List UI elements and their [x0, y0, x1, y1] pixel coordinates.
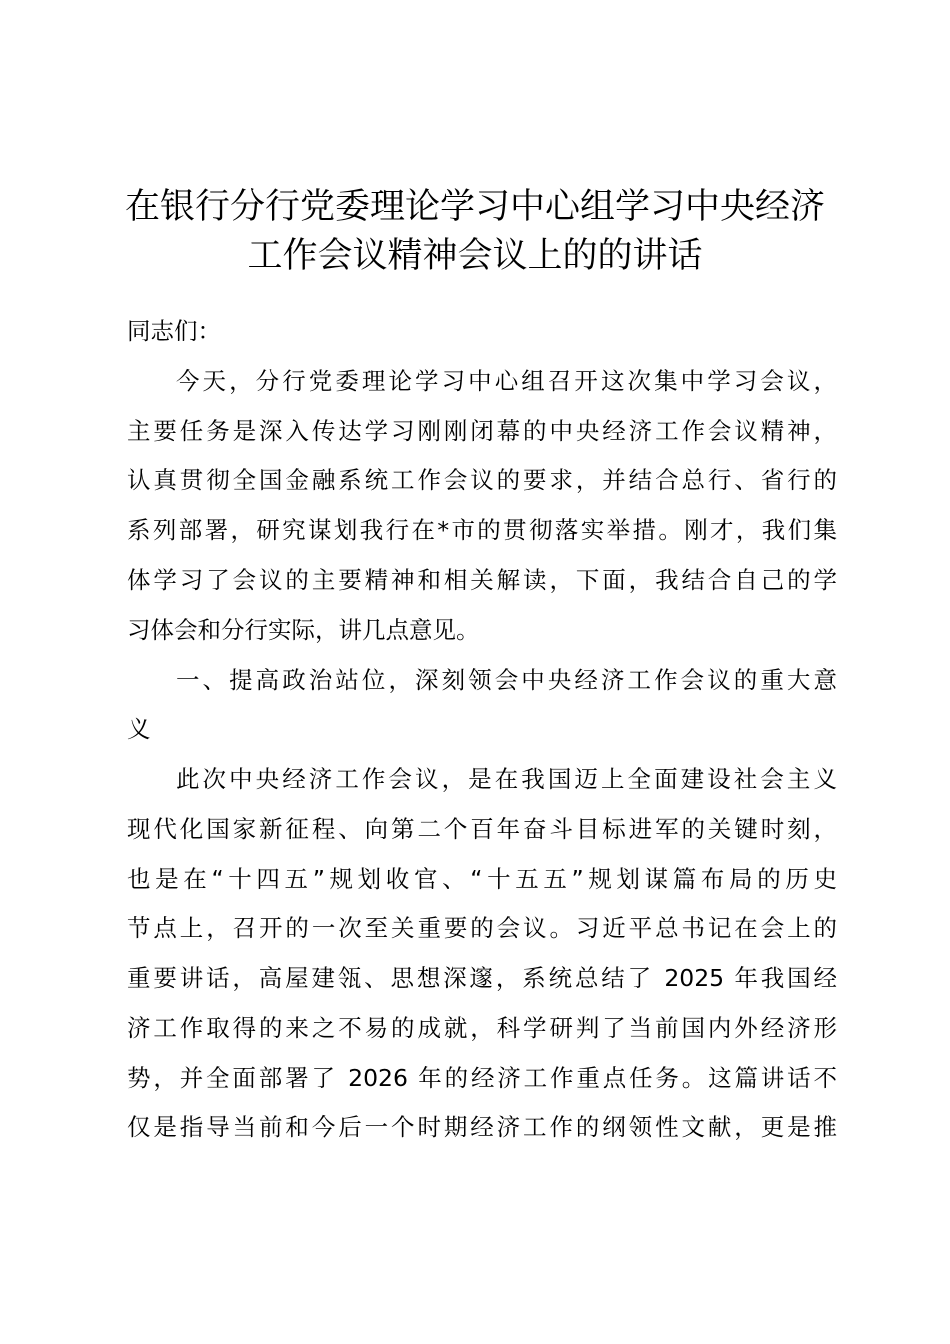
section-heading-1-line-2: 义 [127, 715, 151, 743]
paragraph-2-line-8: 仅是指导当前和今后一个时期经济工作的纲领性文献，更是推 [127, 1113, 837, 1141]
paragraph-1-line-6: 习体会和分行实际，讲几点意见。 [127, 616, 480, 644]
paragraph-2-line-1: 此次中央经济工作会议，是在我国迈上全面建设社会主义 [176, 765, 837, 793]
section-heading-1-line-1: 一、提高政治站位，深刻领会中央经济工作会议的重大意 [176, 666, 837, 694]
paragraph-2-line-5: 重要讲话，高屋建瓴、思想深邃，系统总结了 2025 年我国经 [127, 964, 837, 992]
paragraph-2-line-3: 也是在“十四五”规划收官、“十五五”规划谋篇布局的历史 [127, 865, 837, 893]
paragraph-2-line-7: 势，并全面部署了 2026 年的经济工作重点任务。这篇讲话不 [127, 1064, 837, 1092]
paragraph-2-line-4: 节点上，召开的一次至关重要的会议。习近平总书记在会上的 [127, 914, 837, 942]
paragraph-1-line-4: 系列部署，研究谋划我行在*市的贯彻落实举措。刚才，我们集 [127, 516, 837, 544]
paragraph-2-line-2: 现代化国家新征程、向第二个百年奋斗目标进军的关键时刻， [127, 815, 837, 843]
paragraph-1-line-2: 主要任务是深入传达学习刚刚闭幕的中央经济工作会议精神， [127, 417, 837, 445]
paragraph-1-line-1: 今天，分行党委理论学习中心组召开这次集中学习会议， [176, 367, 837, 395]
paragraph-1-line-5: 体学习了会议的主要精神和相关解读，下面，我结合自己的学 [127, 566, 837, 594]
paragraph-2-line-6: 济工作取得的来之不易的成就，科学研判了当前国内外经济形 [127, 1014, 837, 1042]
document-title-line-2: 工作会议精神会议上的的讲话 [247, 236, 703, 276]
paragraph-1-line-3: 认真贯彻全国金融系统工作会议的要求，并结合总行、省行的 [127, 466, 837, 494]
document-title-line-1: 在银行分行党委理论学习中心组学习中央经济 [124, 187, 825, 227]
salutation: 同志们： [127, 317, 221, 345]
